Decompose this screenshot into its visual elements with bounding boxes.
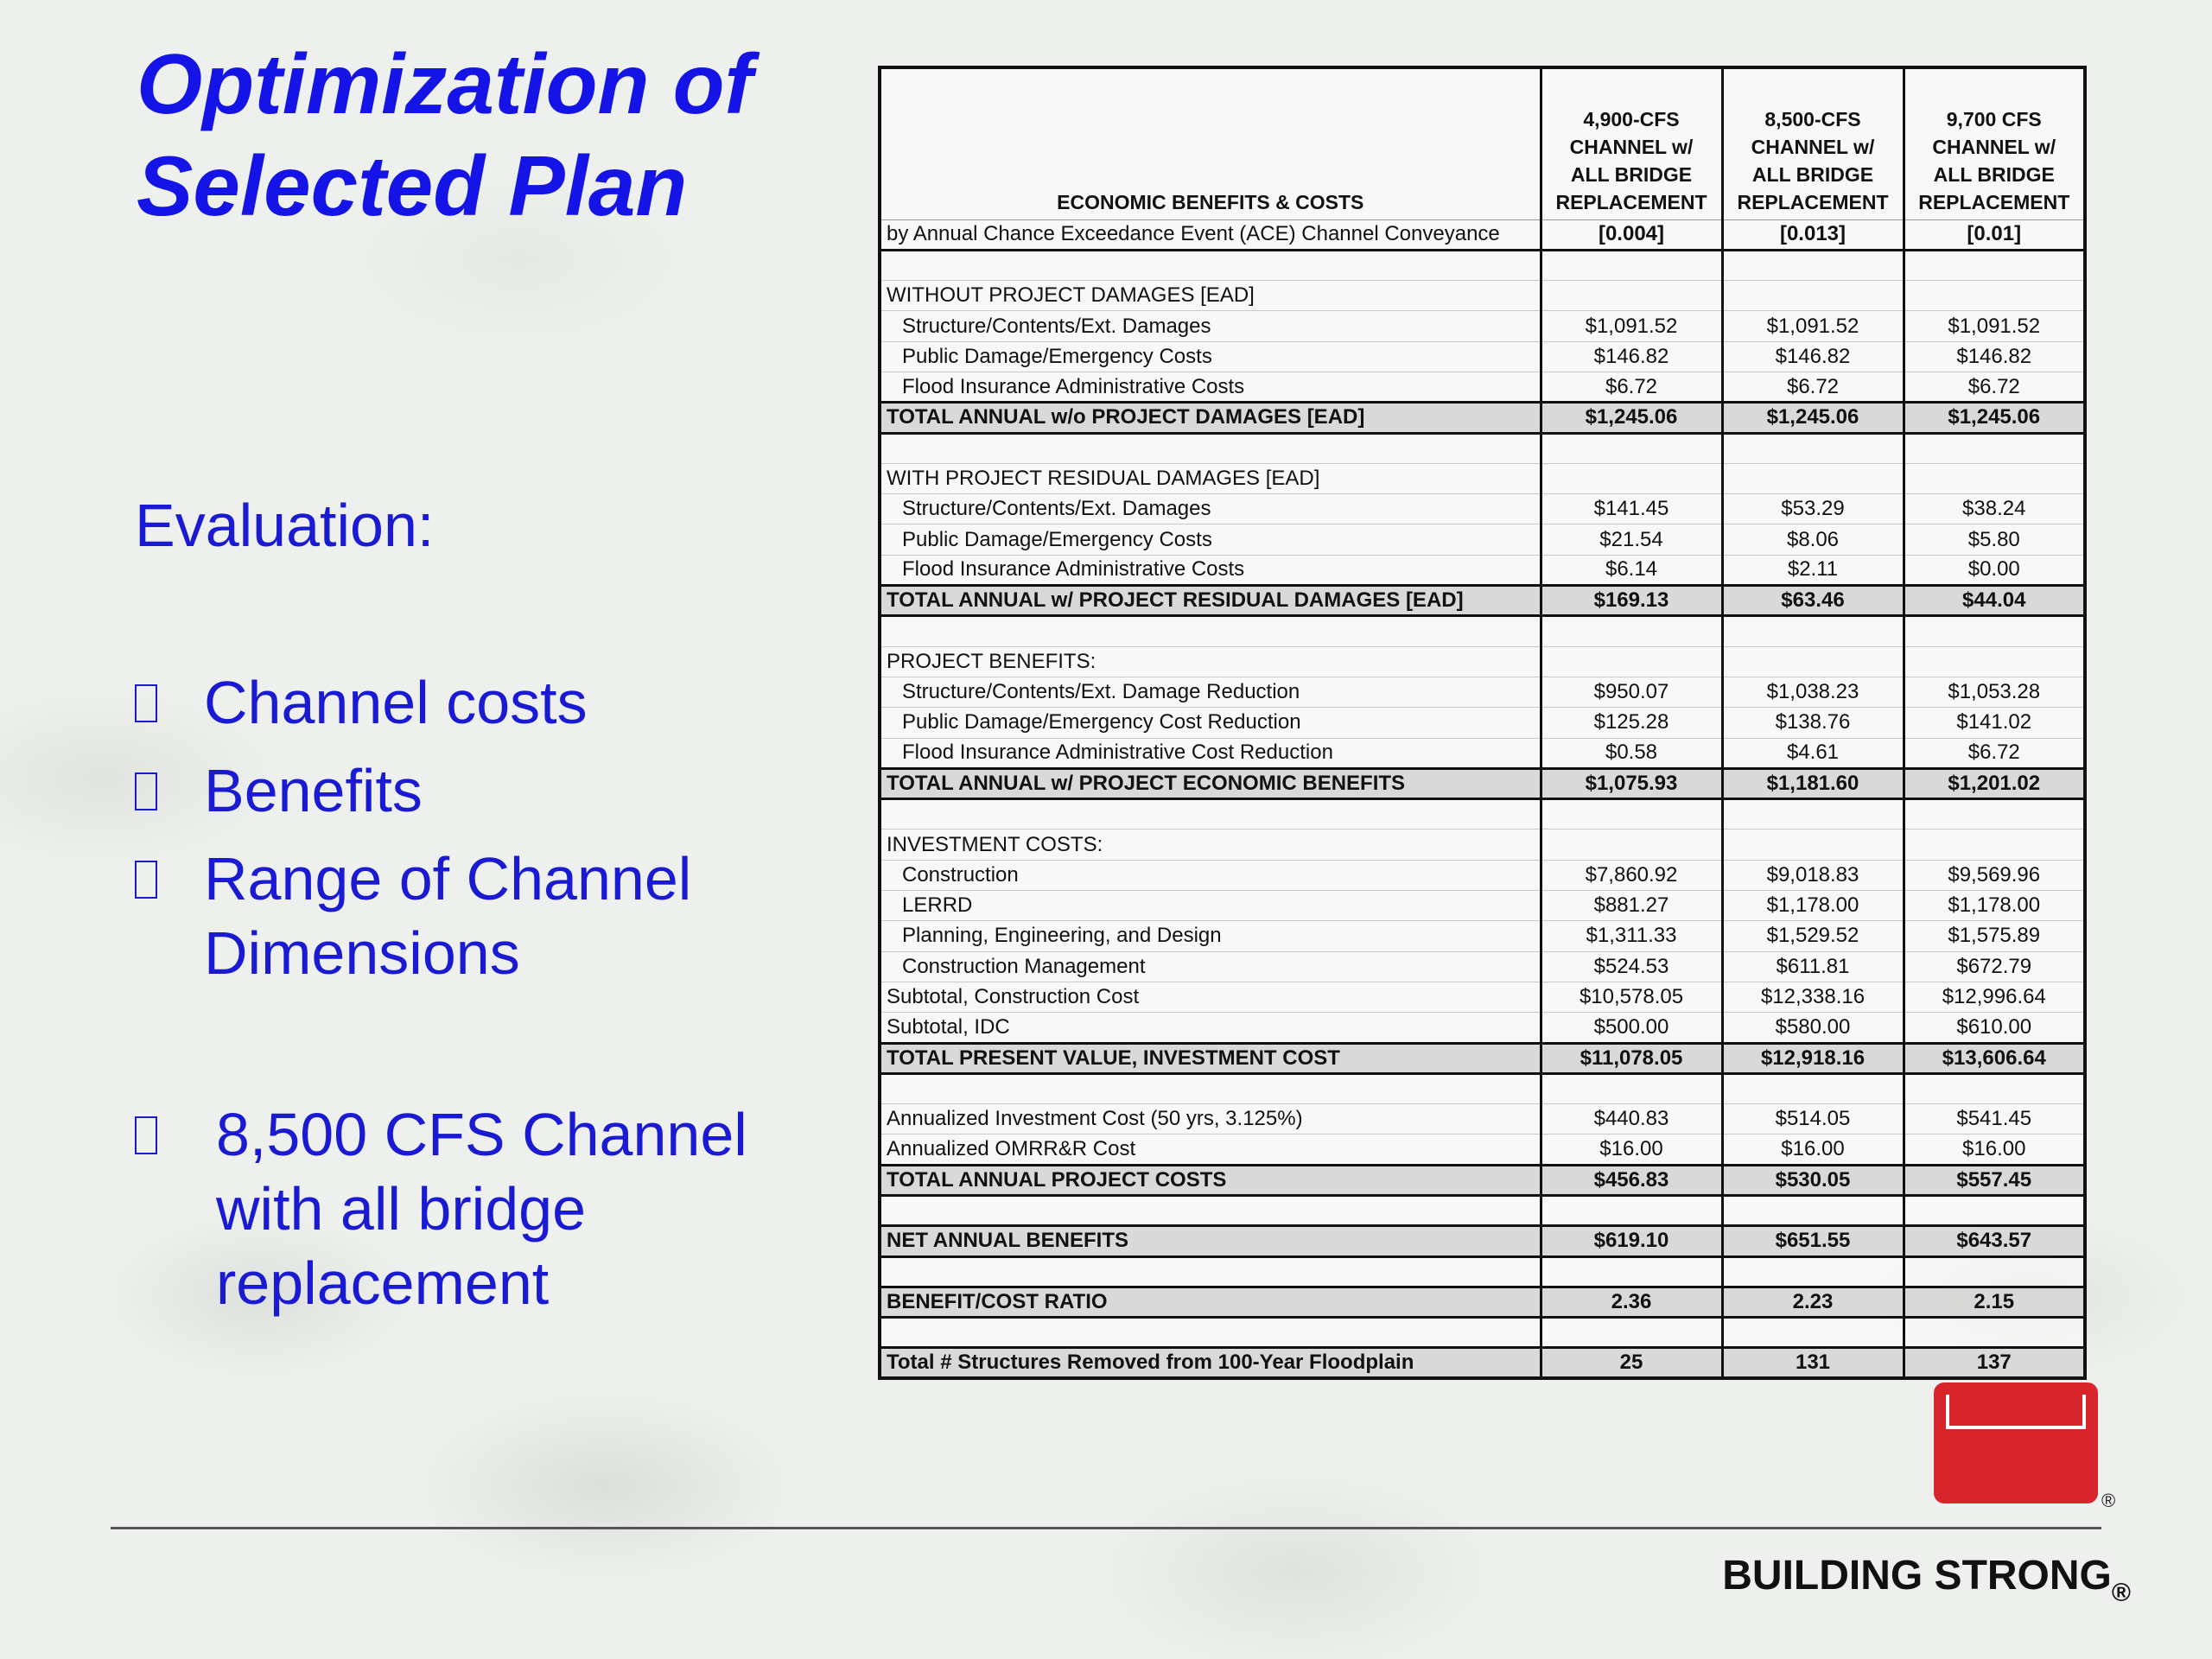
footer-rule [111, 1527, 2101, 1529]
bullet-box-icon [135, 861, 157, 899]
spacer-row [880, 1196, 2085, 1226]
spacer-row [880, 1256, 2085, 1287]
bullet-item [130, 842, 838, 990]
bullet-text: 8,500 CFS Channel with all bridge replacement [216, 1101, 747, 1317]
section-heading: WITHOUT PROJECT DAMAGES [EAD] [880, 281, 1541, 311]
table-row: Flood Insurance Administrative Costs $6.14 $2.11 $0.00 [880, 555, 2085, 585]
section-head-row [880, 830, 2085, 860]
economic-table [878, 66, 2087, 1380]
registered-mark: ® [2101, 1490, 2116, 1511]
castle-logo-icon [1934, 1382, 2098, 1503]
table-row: Flood Insurance Administrative Costs $6.72 $6.72 $6.72 [880, 372, 2085, 402]
table-row: Subtotal, Construction Cost $10,578.05 $12,338.16 $12,996.64 [880, 982, 2085, 1012]
spacer-row [880, 433, 2085, 463]
building-strong-wordmark: BUILDING $STRONG_®$ [1722, 1553, 2131, 1607]
bullet-text: Range of Channel Dimensions [204, 845, 692, 987]
spacer-row [880, 250, 2085, 280]
total-row: TOTAL PRESENT VALUE, INVESTMENT COST $11,078.05 $12,918.16 $13,606.64 [880, 1043, 2085, 1073]
slide-title: Optimization of Selected Plan [137, 36, 753, 233]
table-row: Planning, Engineering, and Design $1,311.33 $1,529.52 $1,575.89 [880, 921, 2085, 951]
table-row: Structure/Contents/Ext. Damage Reduction $950.07 $1,038.23 $1,053.28 [880, 677, 2085, 707]
column-header: 8,500-CFS CHANNEL w/ ALL BRIDGE REPLACEMENT [1722, 67, 1904, 219]
table-row: Structure/Contents/Ext. Damages $141.45 $53.29 $38.24 [880, 494, 2085, 524]
bullet-box-icon [135, 684, 157, 722]
section-head-row [880, 646, 2085, 677]
bullet-text: Benefits [204, 757, 423, 824]
table-row: Subtotal, IDC $500.00 $580.00 $610.00 [880, 1013, 2085, 1043]
column-header: 9,700 CFS CHANNEL w/ ALL BRIDGE REPLACEMENT [1904, 67, 2085, 219]
table-row: Public Damage/Emergency Costs $146.82 $146.82 $146.82 [880, 341, 2085, 372]
bullet-list [130, 665, 838, 1334]
header-label: ECONOMIC BENEFITS & COSTS [880, 67, 1541, 219]
total-row: TOTAL ANNUAL w/ PROJECT ECONOMIC BENEFITS $1,075.93 $1,181.60 $1,201.02 [880, 768, 2085, 798]
table-row: Annualized OMRR&R Cost $16.00 $16.00 $16.00 [880, 1135, 2085, 1165]
cell: [0.01] [1904, 219, 2085, 250]
table-row: Construction Management $524.53 $611.81 $672.79 [880, 951, 2085, 982]
bullet-box-icon [135, 772, 157, 810]
table-row: Construction $7,860.92 $9,018.83 $9,569.96 [880, 860, 2085, 890]
table-header-row [880, 67, 2085, 219]
bullet-item [130, 753, 838, 828]
total-row: TOTAL ANNUAL w/o PROJECT DAMAGES [EAD] $1,245.06 $1,245.06 $1,245.06 [880, 403, 2085, 433]
bcr-row: BENEFIT/COST RATIO 2.36 2.23 2.15 [880, 1287, 2085, 1317]
table-row: Structure/Contents/Ext. Damages $1,091.52 $1,091.52 $1,091.52 [880, 311, 2085, 341]
evaluation-label: Evaluation: [135, 492, 435, 559]
spacer-row [880, 616, 2085, 646]
section-heading: PROJECT BENEFITS: [880, 646, 1541, 677]
section-head-row [880, 463, 2085, 493]
bullet-item [130, 1097, 838, 1320]
structures-row: Total # Structures Removed from 100-Year Floodplain 25 131 137 [880, 1348, 2085, 1378]
net-benefits-row: NET ANNUAL BENEFITS $619.10 $651.55 $643.57 [880, 1226, 2085, 1256]
ace-row [880, 219, 2085, 250]
table-row: Annualized Investment Cost (50 yrs, 3.125%) $440.83 $514.05 $541.45 [880, 1104, 2085, 1135]
bullet-box-icon [135, 1116, 157, 1154]
section-heading: WITH PROJECT RESIDUAL DAMAGES [EAD] [880, 463, 1541, 493]
cell: [0.004] [1541, 219, 1722, 250]
spacer-row [880, 1073, 2085, 1103]
section-head-row [880, 281, 2085, 311]
bullet-item [130, 665, 838, 740]
cell: [0.013] [1722, 219, 1904, 250]
section-heading: INVESTMENT COSTS: [880, 830, 1541, 860]
spacer-row [880, 799, 2085, 830]
column-header: 4,900-CFS CHANNEL w/ ALL BRIDGE REPLACEMENT [1541, 67, 1722, 219]
total-row: TOTAL ANNUAL PROJECT COSTS $456.83 $530.05 $557.45 [880, 1165, 2085, 1195]
bullet-text: Channel costs [204, 669, 588, 736]
spacer-row [880, 1318, 2085, 1348]
table-row: Flood Insurance Administrative Cost Reduction $0.58 $4.61 $6.72 [880, 738, 2085, 768]
table-row: LERRD $881.27 $1,178.00 $1,178.00 [880, 891, 2085, 921]
row-label: by Annual Chance Exceedance Event (ACE) Channel Conveyance [880, 219, 1541, 250]
table-row: Public Damage/Emergency Costs $21.54 $8.06 $5.80 [880, 524, 2085, 555]
table-row: Public Damage/Emergency Cost Reduction $125.28 $138.76 $141.02 [880, 708, 2085, 738]
total-row: TOTAL ANNUAL w/ PROJECT RESIDUAL DAMAGES [EAD] $169.13 $63.46 $44.04 [880, 586, 2085, 616]
